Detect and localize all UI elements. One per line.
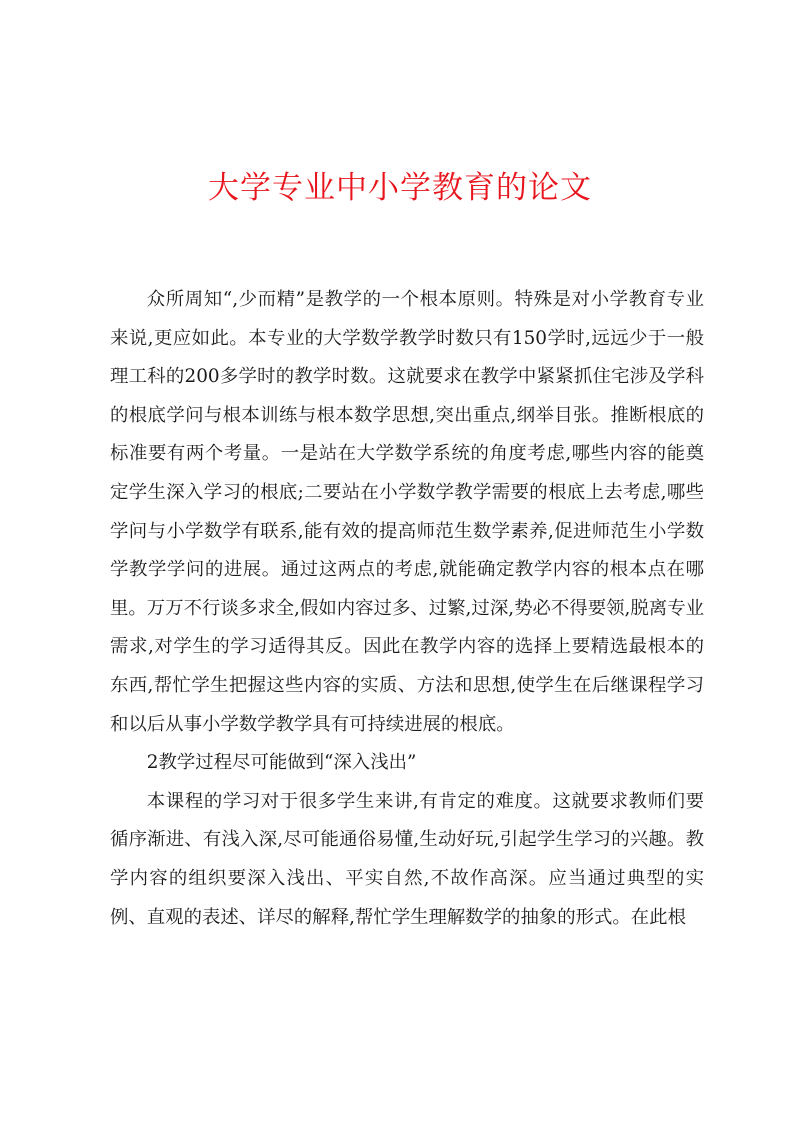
paragraph-principle: 众所周知“,少而精”是教学的一个根本原则。特殊是对小学教育专业来说,更应如此。本专业的大学数学教学时数只有150学时,远远少于一般理工科的200多学时的教学时数。这就要求在教学中紧紧抓住宅涉及学科的根底学问与根本训练与根本数学思想,突出重点,纲举目张。推断根底的标准要有两个考量。一是站在大学数学系统的角度考虑,哪些内容的能奠定学生深入学习的根底;二要站在小学数学教学需要的根底上去考虑,哪些学问与小学数学有联系,能有效的提高师范生数学素养,促进师范生小学数学教学学问的进展。通过这两点的考虑,就能确定教学内容的根本点在哪里。万万不行谈多求全,假如内容过多、过繁,过深,势必不得要领,脱离专业需求,对学生的学习适得其反。因此在教学内容的选择上要精选最根本的东西,帮忙学生把握这些内容的实质、方法和思想,使学生在后继课程学习和以后从事小学数学教学具有可持续进展的根底。	[110, 289, 704, 735]
paragraph-teaching-process: 本课程的学习对于很多学生来讲,有肯定的难度。这就要求教师们要循序渐进、有浅入深,尽可能通俗易懂,生动好玩,引起学生学习的兴趣。教学内容的组织要深入浅出、平实自然,不故作高深。应当通过典型的实例、直观的表述、详尽的解释,帮忙学生理解数学的抽象的形式。在此根	[110, 790, 704, 928]
document-body	[110, 281, 704, 937]
document-title: 大学专业中小学教育的论文	[208, 170, 592, 206]
section-heading-teaching-process: 2教学过程尽可能做到“深入浅出”	[146, 752, 417, 774]
